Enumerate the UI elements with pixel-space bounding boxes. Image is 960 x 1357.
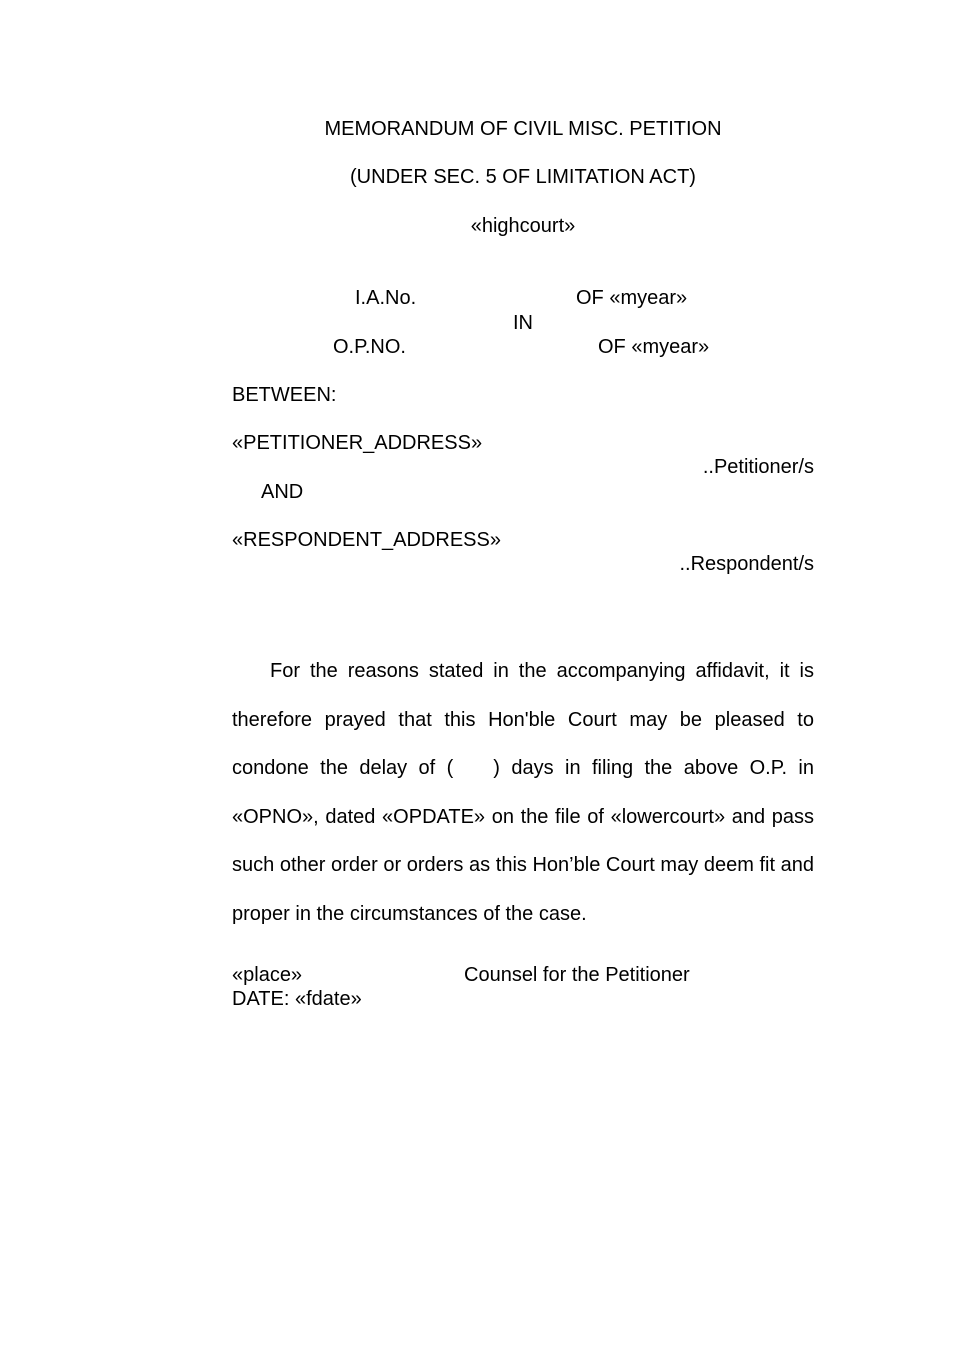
prayer-text-part1: For the reasons stated in the accompanying affidavit, it is therefore prayed that this Hon'ble Court may be pleased to condone the delay of ( (232, 660, 814, 779)
ia-year: OF «myear» (576, 287, 688, 309)
in-label: IN (513, 312, 533, 334)
op-number-label: O.P.NO. (333, 336, 406, 358)
court-name: «highcourt» (470, 215, 576, 237)
counsel-signature-label: Counsel for the Petitioner (464, 964, 690, 986)
place-field: «place» (232, 964, 303, 986)
respondent-address: «RESPONDENT_ADDRESS» (232, 529, 501, 551)
ia-number-label: I.A.No. (355, 287, 417, 309)
prayer-text-part2: ) days in filing the above O.P. in «OPNO», dated «OPDATE» on the file of «lowercourt» and pass such other order or orders as this Hon’ble Court may deem fit and proper in the circumstances of the case. (232, 757, 814, 925)
respondent-role: ..Respondent/s (679, 553, 814, 575)
petitioner-address: «PETITIONER_ADDRESS» (232, 432, 483, 454)
petitioner-role: ..Petitioner/s (702, 456, 814, 478)
and-label: AND (261, 481, 304, 503)
between-label: BETWEEN: (232, 384, 337, 406)
op-year: OF «myear» (598, 336, 710, 358)
document-subtitle: (UNDER SEC. 5 OF LIMITATION ACT) (350, 166, 696, 188)
date-field: DATE: «fdate» (232, 988, 362, 1010)
document-title: MEMORANDUM OF CIVIL MISC. PETITION (324, 118, 722, 140)
prayer-paragraph (232, 647, 814, 938)
